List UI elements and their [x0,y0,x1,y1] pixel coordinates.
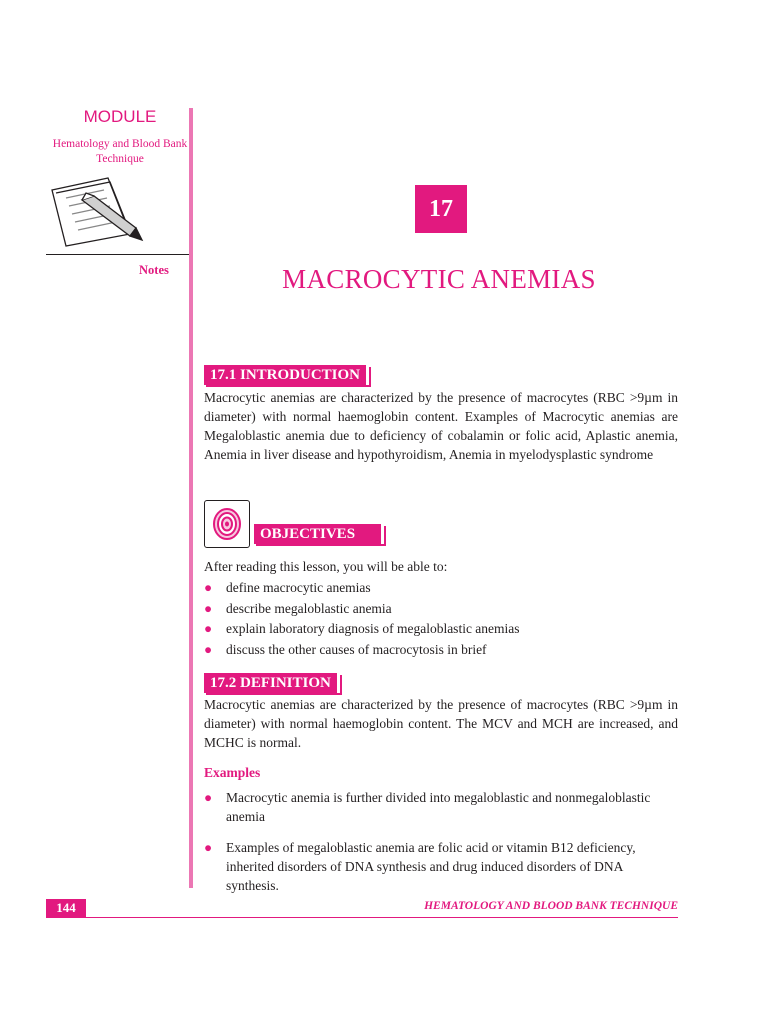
list-item: ● Macrocytic anemia is further divided into megaloblastic and nonmegaloblastic anemia [204,790,651,824]
notes-divider [46,254,189,255]
page-number: 144 [46,899,86,917]
bullet-dot: ● [204,600,213,616]
module-label: MODULE [83,107,157,126]
bullet-dot: ● [204,641,213,657]
notes-label: Notes [139,263,169,277]
footer-rule [46,917,678,918]
list-item: ● define macrocytic anemias [204,578,678,599]
notebook-pencil-icon [46,176,186,254]
bullet-dot: ● [204,580,213,595]
introduction-heading: 17.1 INTRODUCTION [204,365,369,385]
bullet-dot: ● [204,840,213,855]
margin-rule [189,108,193,888]
list-item: ● describe megaloblastic anemia [204,599,678,620]
list-item: ● discuss the other causes of macrocytosis in brief [204,640,678,661]
definition-heading: 17.2 DEFINITION [204,673,340,693]
examples-list [204,788,678,895]
examples-heading: Examples [204,765,261,780]
introduction-text: Macrocytic anemias are characterized by the presence of macrocytes (RBC >9µm in diameter) with normal haemoglobin content. Examples of Macrocytic anemias are Megaloblastic anemia due to deficiency of cobalamin or folic acid, Aplastic anemia, Anemia in liver disease and hypothyroidism, Anemia in myelodysplastic syndrome [204,390,678,462]
list-item: ● explain laboratory diagnosis of megaloblastic anemias [204,619,678,640]
objectives-intro: After reading this lesson, you will be able to: [204,559,448,574]
running-title: HEMATOLOGY AND BLOOD BANK TECHNIQUE [424,900,678,912]
list-item: ● Examples of megaloblastic anemia are folic acid or vitamin B12 deficiency, inherited disorders of DNA synthesis and drug induced disorders of DNA synthesis. [204,840,636,893]
bullet-dot: ● [204,621,213,636]
target-icon [204,500,250,548]
chapter-title: MACROCYTIC ANEMIAS [282,264,596,294]
objectives-list [204,578,678,660]
bullet-dot: ● [204,790,213,805]
chapter-number: 17 [415,185,467,233]
objectives-heading: OBJECTIVES [254,524,384,544]
module-subtitle: Hematology and Blood Bank Technique [52,138,188,165]
definition-text: Macrocytic anemias are characterized by the presence of macrocytes (RBC >9µm in diameter) with normal haemoglobin content. The MCV and MCH are increased, and MCHC is normal. [204,697,678,750]
